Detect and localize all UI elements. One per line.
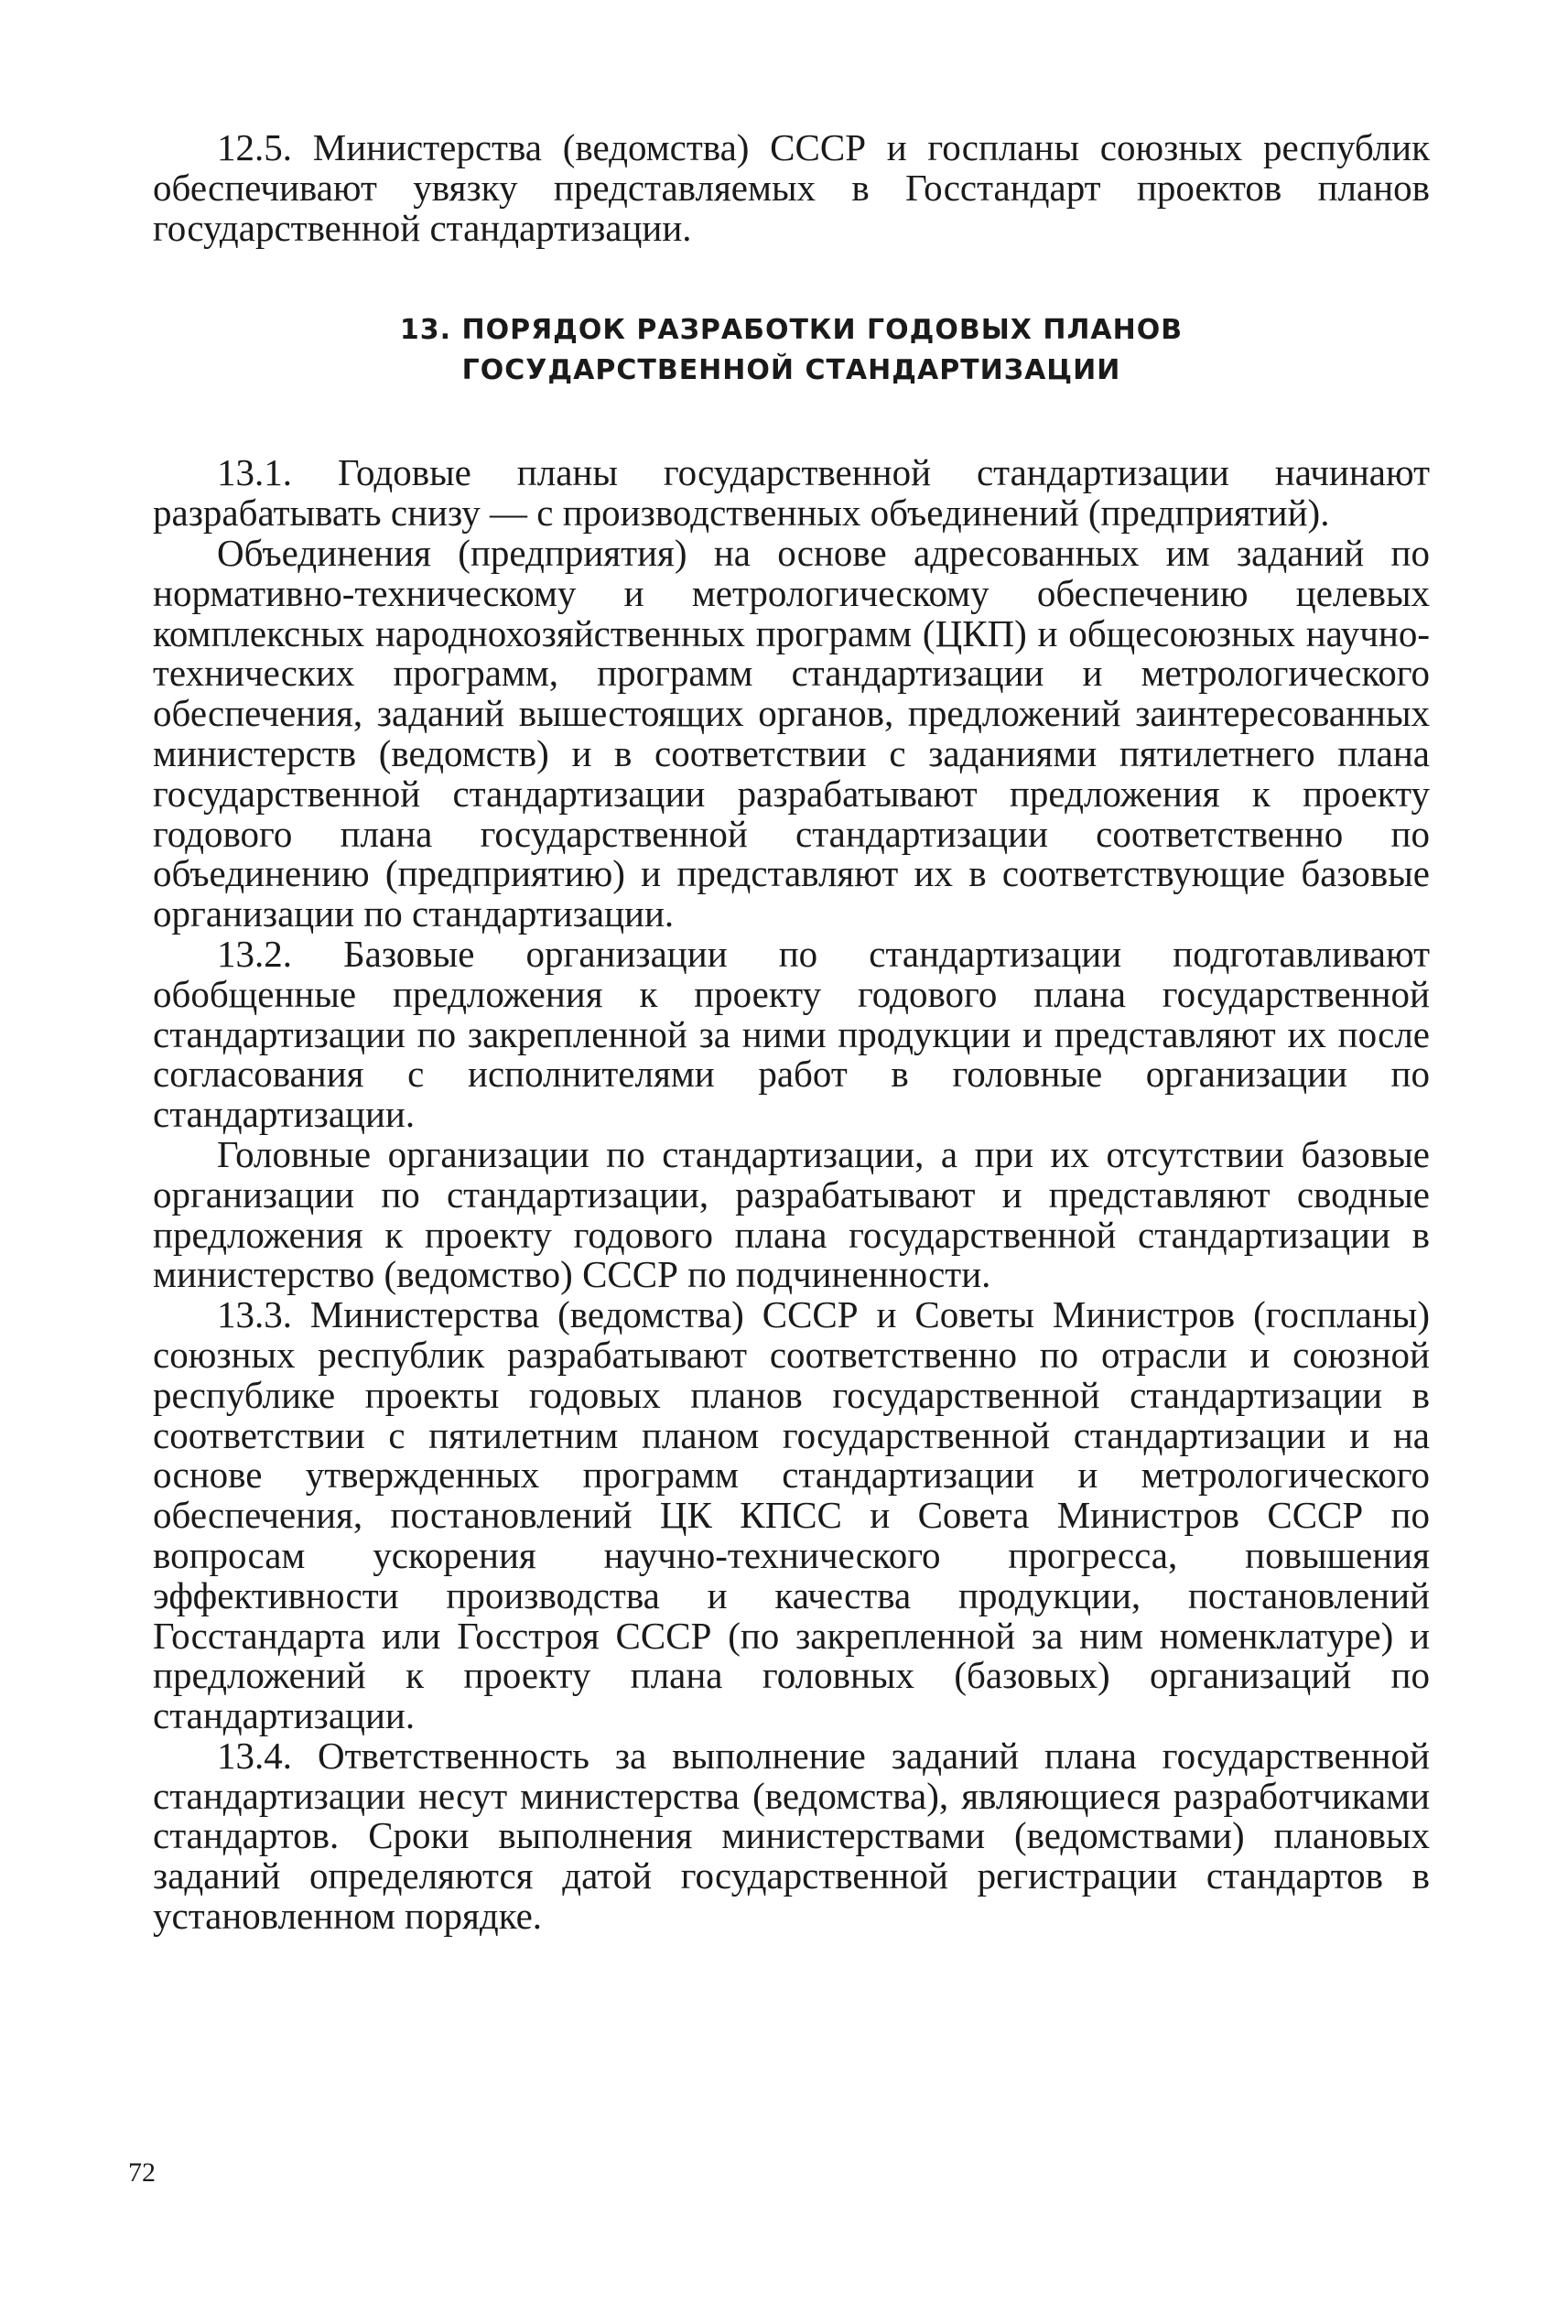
page-body: [153, 128, 1430, 1937]
paragraph-13-3: 13.3. Министерства (ведомства) СССР и Советы Министров (госпланы) союзных республик разрабатывают соответственно по отрасли и союзной республике проекты годовых планов государственной стандартизации в соответствии с пятилетним планом государственной стандартизации и на основе утвержденных программ стандартизации и метрологического обеспечения, постановлений ЦК КПСС и Совета Министров СССР по вопросам ускорения научно-технического прогресса, повышения эффективности производства и качества продукции, постановлений Госстандарта или Госстроя СССР (по закрепленной за ним номенклатуре) и предложений к проекту плана головных (базовых) организаций по стандартизации.: [153, 1293, 1430, 1737]
section-heading: [153, 310, 1430, 391]
paragraph-13-2-continued: Головные организации по стандартизации, а при их отсутствии базовые организации по стандартизации, разрабатывают и представляют сводные предложения к проекту годового плана государственной стандартизации в министерство (ведомство) СССР по подчиненности.: [153, 1132, 1430, 1296]
section-heading-line-1: 13. ПОРЯДОК РАЗРАБОТКИ ГОДОВЫХ ПЛАНОВ: [399, 314, 1184, 347]
paragraph-13-2: 13.2. Базовые организации по стандартизации подготавливают обобщенные предложения к проекту годового плана государственной стандартизации по закрепленной за ними продукции и представляют их после согласования с исполнителями работ в головные организации по стандартизации.: [153, 932, 1430, 1136]
paragraph-13-4: 13.4. Ответственность за выполнение заданий плана государственной стандартизации несут министерства (ведомства), являющиеся разработчиками стандартов. Сроки выполнения министерствами (ведомствами) плановых заданий определяются датой государственной регистрации стандартов в установленном порядке.: [153, 1734, 1430, 1938]
page-number: 72: [128, 2157, 156, 2188]
paragraph-12-5: 12.5. Министерства (ведомства) СССР и госпланы союзных республик обеспечивают увязку представляемых в Госстандарт проектов планов государственной стандартизации.: [153, 126, 1430, 249]
paragraph-13-1-continued: Объединения (предприятия) на основе адресованных им заданий по нормативно-техническому и метрологическому обеспечению целевых комплексных народнохозяйственных программ (ЦКП) и общесоюзных научно-технических программ, программ стандартизации и метрологического обеспечения, заданий вышестоящих органов, предложений заинтересованных министерств (ведомств) и в соответствии с заданиями пятилетнего плана государственной стандартизации разрабатывают предложения к проекту годового плана государственной стандартизации соответственно по объединению (предприятию) и представляют их в соответствующие базовые организации по стандартизации.: [153, 531, 1430, 935]
section-heading-line-2: ГОСУДАРСТВЕННОЙ СТАНДАРТИЗАЦИИ: [461, 354, 1121, 387]
paragraph-13-1: 13.1. Годовые планы государственной стандартизации начинают разрабатывать снизу — с производственных объединений (предприятий).: [153, 451, 1430, 535]
